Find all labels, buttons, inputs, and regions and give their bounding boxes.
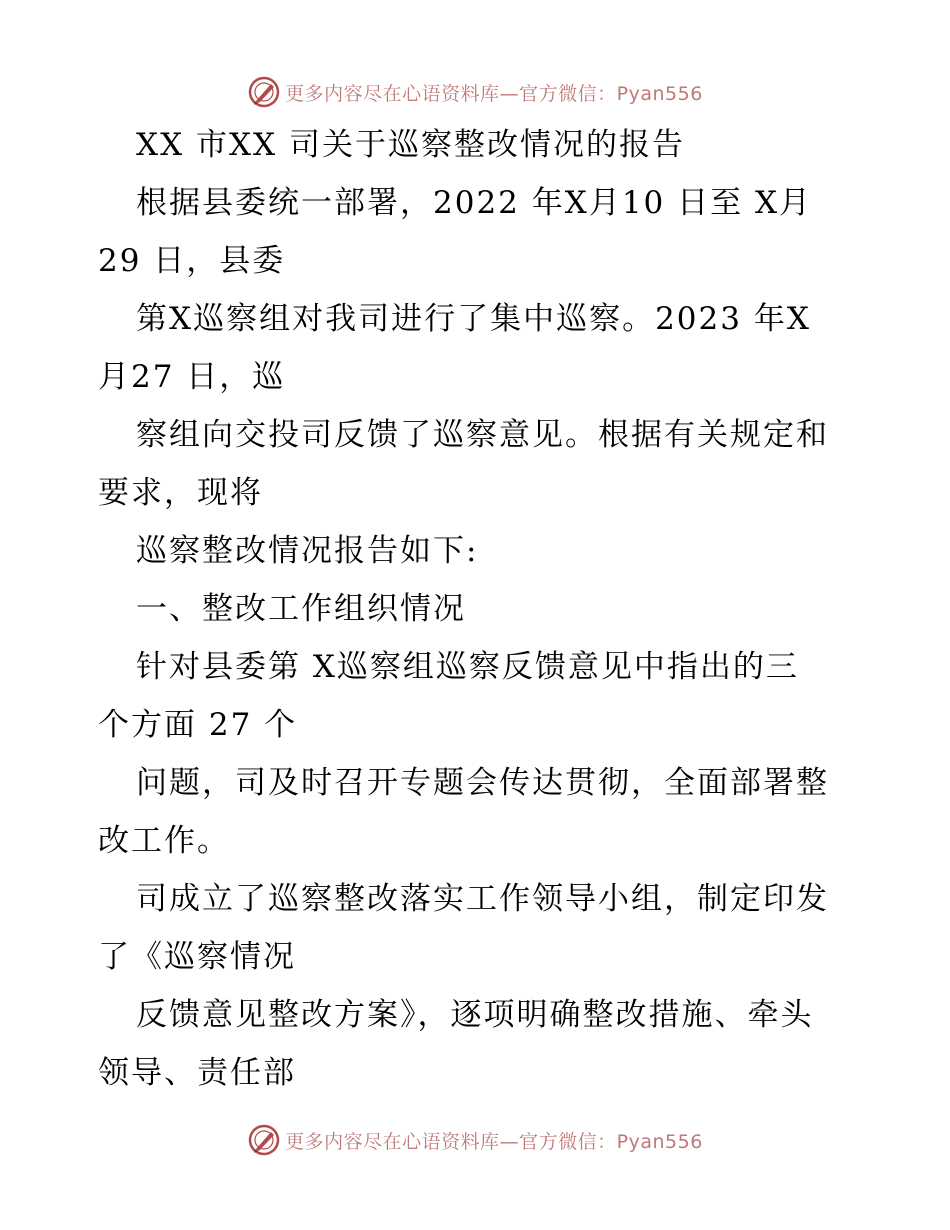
paragraph-line: 巡察整改情况报告如下: <box>136 533 479 569</box>
paragraph-line: 第X巡察组对我司进行了集中巡察。2023 年X <box>136 301 811 337</box>
section-heading: 一、整改工作组织情况 <box>136 591 466 627</box>
watermark-text: 更多内容尽在心语资料库—官方微信：Pyan556 <box>285 1130 703 1153</box>
paragraph-line: 根据县委统一部署，2022 年X月10 日至 X月 <box>136 185 813 221</box>
paragraph-line: 改工作。 <box>98 823 230 859</box>
watermark-text: 更多内容尽在心语资料库—官方微信：Pyan556 <box>285 82 703 105</box>
paragraph-line: 针对县委第 X巡察组巡察反馈意见中指出的三 <box>136 649 799 685</box>
paragraph-line: 要求，现将 <box>98 475 263 511</box>
paragraph-line: 问题，司及时召开专题会传达贯彻，全面部署整 <box>136 765 829 801</box>
quill-logo-icon <box>247 1123 281 1157</box>
paragraph-line: 了《巡察情况 <box>98 939 296 975</box>
paragraph-line: 反馈意见整改方案》，逐项明确整改措施、牵头 <box>136 997 814 1033</box>
paragraph-line: 司成立了巡察整改落实工作领导小组，制定印发 <box>136 881 829 917</box>
paragraph-line: 领导、责任部 <box>98 1055 296 1091</box>
paragraph-line: 29 日，县委 <box>98 243 286 279</box>
header-watermark <box>0 72 950 112</box>
paragraph-line: 月27 日，巡 <box>98 359 286 395</box>
quill-logo-icon <box>247 75 281 109</box>
document-body <box>98 116 858 1102</box>
document-title: XX 市XX 司关于巡察整改情况的报告 <box>136 127 685 163</box>
paragraph-line: 察组向交投司反馈了巡察意见。根据有关规定和 <box>136 417 829 453</box>
footer-watermark <box>0 1120 950 1160</box>
paragraph-line: 个方面 27 个 <box>98 707 298 743</box>
